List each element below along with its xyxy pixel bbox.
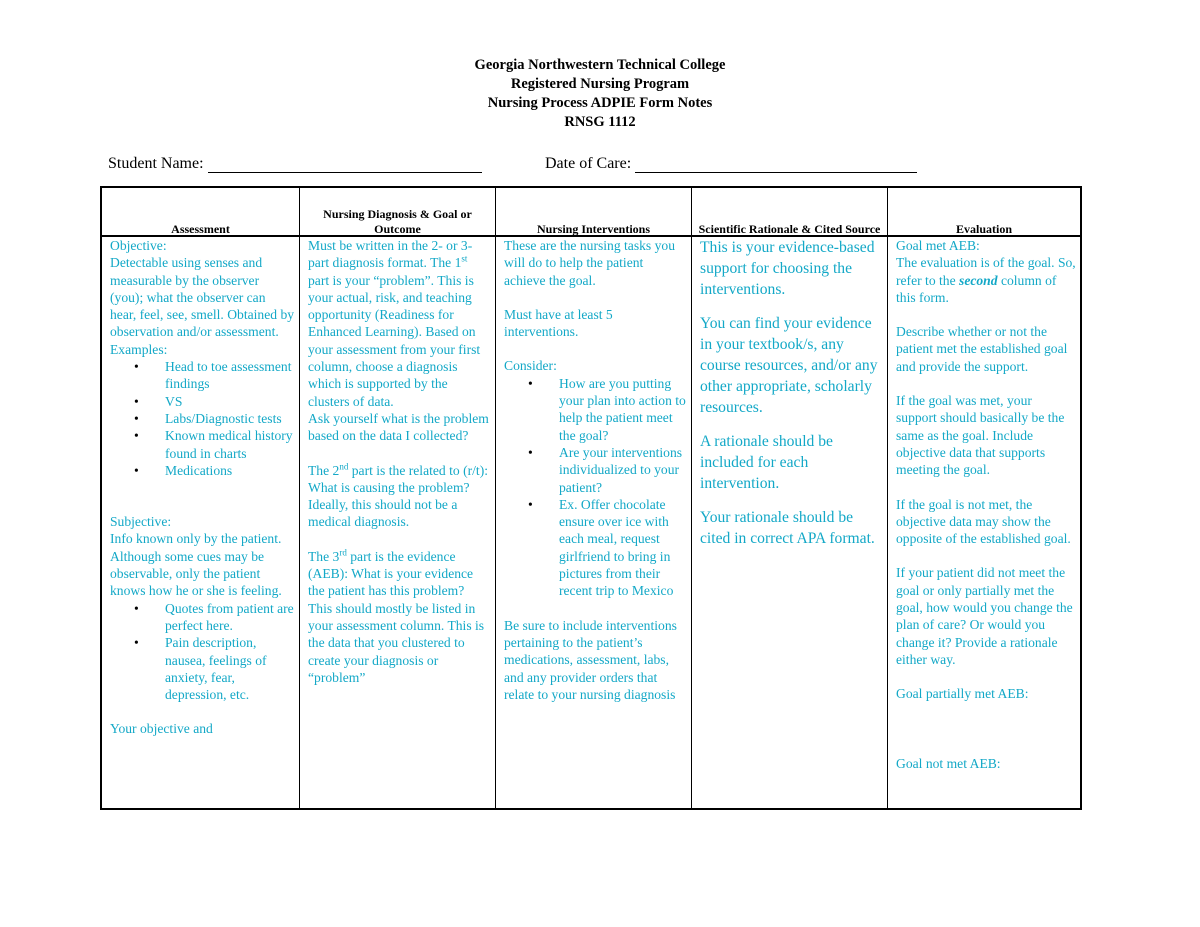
list-item: • Quotes from patient are perfect here. bbox=[165, 600, 295, 635]
rationale-p1: This is your evidence-based support for choosing the interventions. bbox=[700, 239, 875, 298]
evaluation-content bbox=[896, 237, 1076, 808]
evaluation-p2: Describe whether or not the patient met the established goal and provide the support. bbox=[896, 324, 1068, 374]
assessment-column bbox=[102, 188, 299, 808]
evaluation-column bbox=[887, 188, 1080, 808]
form-title: Nursing Process ADPIE Form Notes bbox=[487, 95, 713, 111]
college-name: Georgia Northwestern Technical College bbox=[474, 57, 726, 73]
list-item: • Medications bbox=[165, 462, 295, 479]
interventions-minimum: Must have at least 5 interventions. bbox=[504, 306, 613, 340]
objective-label: Objective: bbox=[110, 238, 167, 253]
rationale-header: Scientific Rationale & Cited Source bbox=[692, 188, 887, 237]
list-item: • Known medical history found in charts bbox=[165, 427, 295, 462]
date-of-care-line[interactable] bbox=[635, 154, 917, 173]
goal-partially-met-label: Goal partially met AEB: bbox=[896, 686, 1029, 702]
evaluation-p5: If your patient did not meet the goal or only partially met the goal, how would you change the plan of care? Or would you change it? Provide a rationale either way. bbox=[896, 565, 1073, 667]
subjective-list bbox=[110, 600, 295, 704]
rationale-p3: A rationale should be included for each intervention. bbox=[700, 433, 833, 492]
objective-text: Detectable using senses and measurable by the observer (you); what the observer can hear, feel, see, smell. Obtained by observation and/or assessment. bbox=[110, 255, 295, 340]
diagnosis-column bbox=[299, 188, 495, 808]
diagnosis-header: Nursing Diagnosis & Goal or Outcome bbox=[300, 188, 495, 237]
assessment-content bbox=[110, 237, 295, 808]
consider-list bbox=[504, 375, 687, 600]
list-item: • How are you putting your plan into action to help the patient meet the goal? bbox=[559, 375, 687, 444]
interventions-content bbox=[504, 237, 687, 808]
date-of-care-field[interactable] bbox=[545, 154, 917, 173]
list-item: • Head to toe assessment findings bbox=[165, 358, 295, 393]
interventions-include: Be sure to include interventions pertaining to the patient’s medications, assessment, labs, and any provider orders that relate to your nursing diagnosis bbox=[504, 617, 677, 702]
assessment-closing: Your objective and bbox=[110, 721, 213, 737]
interventions-header: Nursing Interventions bbox=[496, 188, 691, 237]
list-item: • Labs/Diagnostic tests bbox=[165, 410, 295, 427]
diagnosis-question: Ask yourself what is the problem based on the data I collected? bbox=[308, 410, 489, 444]
diagnosis-part3: The 3rd part is the evidence (AEB): What is your evidence the patient has this problem? This should mostly be listed in your assessment column. This is the data that you clustered to create your diagnosis or “problem” bbox=[308, 547, 485, 685]
date-of-care-label: Date of Care: bbox=[545, 155, 632, 172]
evaluation-header: Evaluation bbox=[888, 188, 1080, 237]
diagnosis-part1: Must be written in the 2- or 3-part diagnosis format. The 1st part is your “problem”. This is your actual, risk, and teaching opportunity (Readiness for Enhanced Learning). Based on your assessment from your first column, choose a diagnosis which is supported by the clusters of data. bbox=[308, 238, 481, 409]
evaluation-p4: If the goal is not met, the objective data may show the opposite of the established goal. bbox=[896, 496, 1071, 547]
list-item: • Are your interventions individualized to your patient? bbox=[559, 444, 687, 496]
evaluation-p1: The evaluation is of the goal. So, refer to the second column of this form. bbox=[896, 255, 1076, 305]
rationale-content bbox=[700, 237, 883, 808]
document-header bbox=[0, 56, 1200, 132]
list-item: • Pain description, nausea, feelings of anxiety, fear, depression, etc. bbox=[165, 634, 295, 703]
student-name-line[interactable] bbox=[208, 154, 482, 173]
student-name-label: Student Name: bbox=[108, 155, 204, 172]
adpie-table bbox=[100, 186, 1082, 810]
diagnosis-content bbox=[308, 237, 491, 808]
course-code: RNSG 1112 bbox=[564, 114, 636, 130]
goal-not-met-label: Goal not met AEB: bbox=[896, 755, 1001, 771]
rationale-column bbox=[691, 188, 887, 808]
list-item: • VS bbox=[165, 393, 295, 410]
examples-list bbox=[110, 358, 295, 479]
rationale-p2: You can find your evidence in your textbook/s, any course resources, and/or any other appropriate, scholarly resources. bbox=[700, 315, 878, 416]
evaluation-p3: If the goal was met, your support should basically be the same as the goal. Include objective data that supports meeting the goal. bbox=[896, 393, 1065, 478]
student-name-field[interactable] bbox=[108, 154, 482, 173]
list-item: • Ex. Offer chocolate ensure over ice with each meal, request girlfriend to bring in pictures from their recent trip to Mexico bbox=[559, 496, 687, 600]
goal-met-label: Goal met AEB: bbox=[896, 238, 980, 253]
rationale-p4: Your rationale should be cited in correct APA format. bbox=[700, 509, 875, 547]
consider-label: Consider: bbox=[504, 358, 557, 374]
interventions-column bbox=[495, 188, 691, 808]
examples-label: Examples: bbox=[110, 341, 168, 357]
interventions-intro: These are the nursing tasks you will do to help the patient achieve the goal. bbox=[504, 238, 676, 288]
subjective-text: Info known only by the patient. Although some cues may be observable, only the patient knows how he or she is feeling. bbox=[110, 531, 282, 599]
program-name: Registered Nursing Program bbox=[510, 76, 690, 92]
assessment-header: Assessment bbox=[102, 188, 299, 237]
subjective-label: Subjective: bbox=[110, 514, 172, 530]
diagnosis-part2: The 2nd part is the related to (r/t): What is causing the problem? Ideally, this should not be a medical diagnosis. bbox=[308, 461, 489, 530]
